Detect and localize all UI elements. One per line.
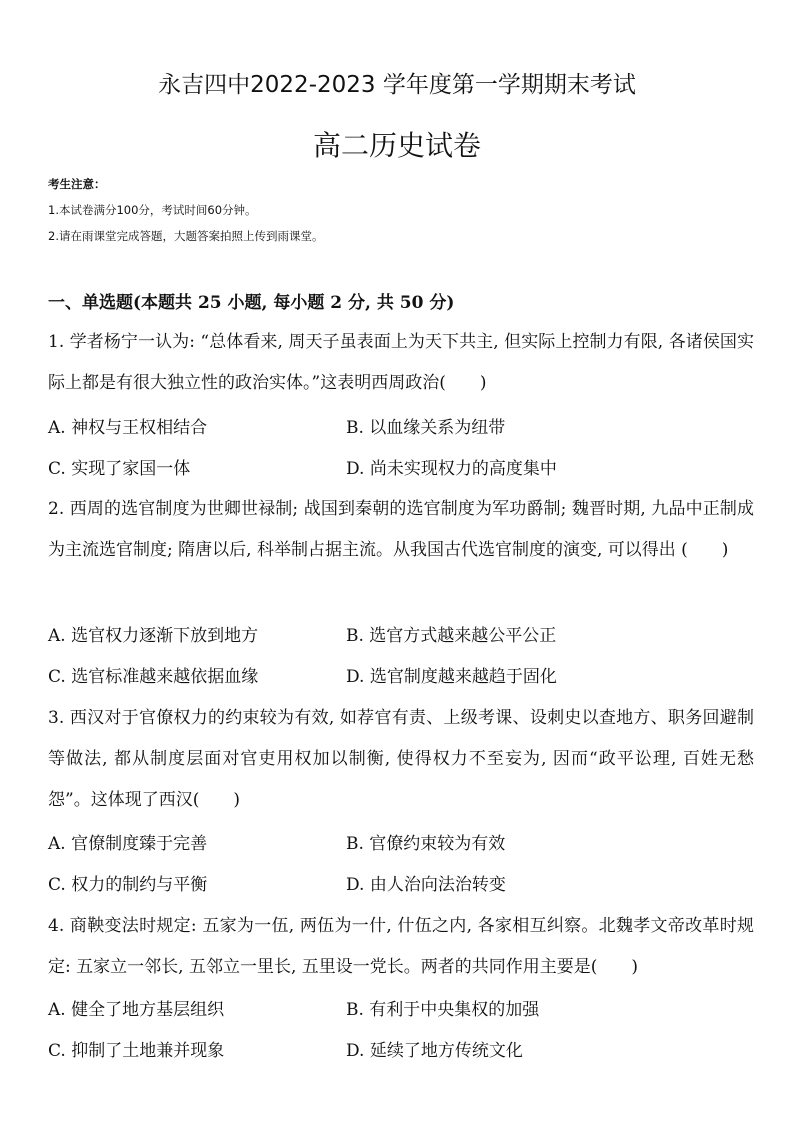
- question-3-option-c: C. 权力的制约与平衡: [48, 875, 208, 895]
- candidate-notes: [48, 176, 323, 244]
- question-3-option-a: A. 官僚制度臻于完善: [48, 834, 208, 854]
- section-title: 一、单选题(本题共 25 小题, 每小题 2 分, 共 50 分): [48, 293, 455, 313]
- question-1-stem: 1. 学者杨宁一认为: “总体看来, 周天子虽表面上为天下共主, 但实际上控制力有限, 各诸侯国实际上都是有很大独立性的政治实体。”这表明西周政治( ): [48, 332, 754, 393]
- question-4-option-d: D. 延续了地方传统文化: [346, 1041, 523, 1061]
- question-2-option-b: B. 选官方式越来越公平公正: [346, 626, 557, 646]
- question-4-option-b: B. 有利于中央集权的加强: [346, 1000, 540, 1020]
- question-4-stem: 4. 商鞅变法时规定: 五家为一伍, 两伍为一什, 什伍之内, 各家相互纠察。北魏孝文帝改革时规定: 五家立一邻长, 五邻立一里长, 五里设一党长。两者的共同作用主要是( ): [48, 916, 754, 977]
- exam-subtitle: 高二历史试卷: [312, 129, 481, 162]
- question-3-stem: 3. 西汉对于官僚权力的约束较为有效, 如荐官有责、上级考课、设刺史以查地方、职务回避制等做法, 都从制度层面对官吏用权加以制衡, 使得权力不至妄为, 因而“政平讼理, 百姓无愁怨”。这体现了西汉( ): [48, 708, 754, 810]
- question-1-option-d: D. 尚未实现权力的高度集中: [346, 459, 557, 479]
- question-1-option-a: A. 神权与王权相结合: [48, 418, 208, 438]
- question-4-option-a: A. 健全了地方基层组织: [48, 1000, 225, 1020]
- exam-title: 永吉四中2022-2023 学年度第一学期期末考试: [158, 72, 636, 98]
- question-2-stem: 2. 西周的选官制度为世卿世禄制; 战国到秦朝的选官制度为军功爵制; 魏晋时期, 九品中正制成为主流选官制度; 隋唐以后, 科举制占据主流。从我国古代选官制度的演变, 可以得出 ( ): [48, 499, 754, 560]
- question-3-option-d: D. 由人治向法治转变: [346, 875, 506, 895]
- question-3-option-b: B. 官僚约束较为有效: [346, 834, 506, 854]
- question-1-option-b: B. 以血缘关系为纽带: [346, 418, 506, 438]
- question-2-option-a: A. 选官权力逐渐下放到地方: [48, 626, 259, 646]
- question-1-option-c: C. 实现了家国一体: [48, 459, 191, 479]
- note-item-2: 2.请在雨课堂完成答题，大题答案拍照上传到雨课堂。: [48, 229, 324, 243]
- note-item-1: 1.本试卷满分100分，考试时间60分钟。: [48, 203, 257, 217]
- question-2-option-d: D. 选官制度越来越趋于固化: [346, 667, 557, 687]
- notes-heading: 考生注意：: [48, 177, 106, 191]
- question-2-option-c: C. 选官标准越来越依据血缘: [48, 667, 259, 687]
- question-4-option-c: C. 抑制了土地兼并现象: [48, 1041, 225, 1061]
